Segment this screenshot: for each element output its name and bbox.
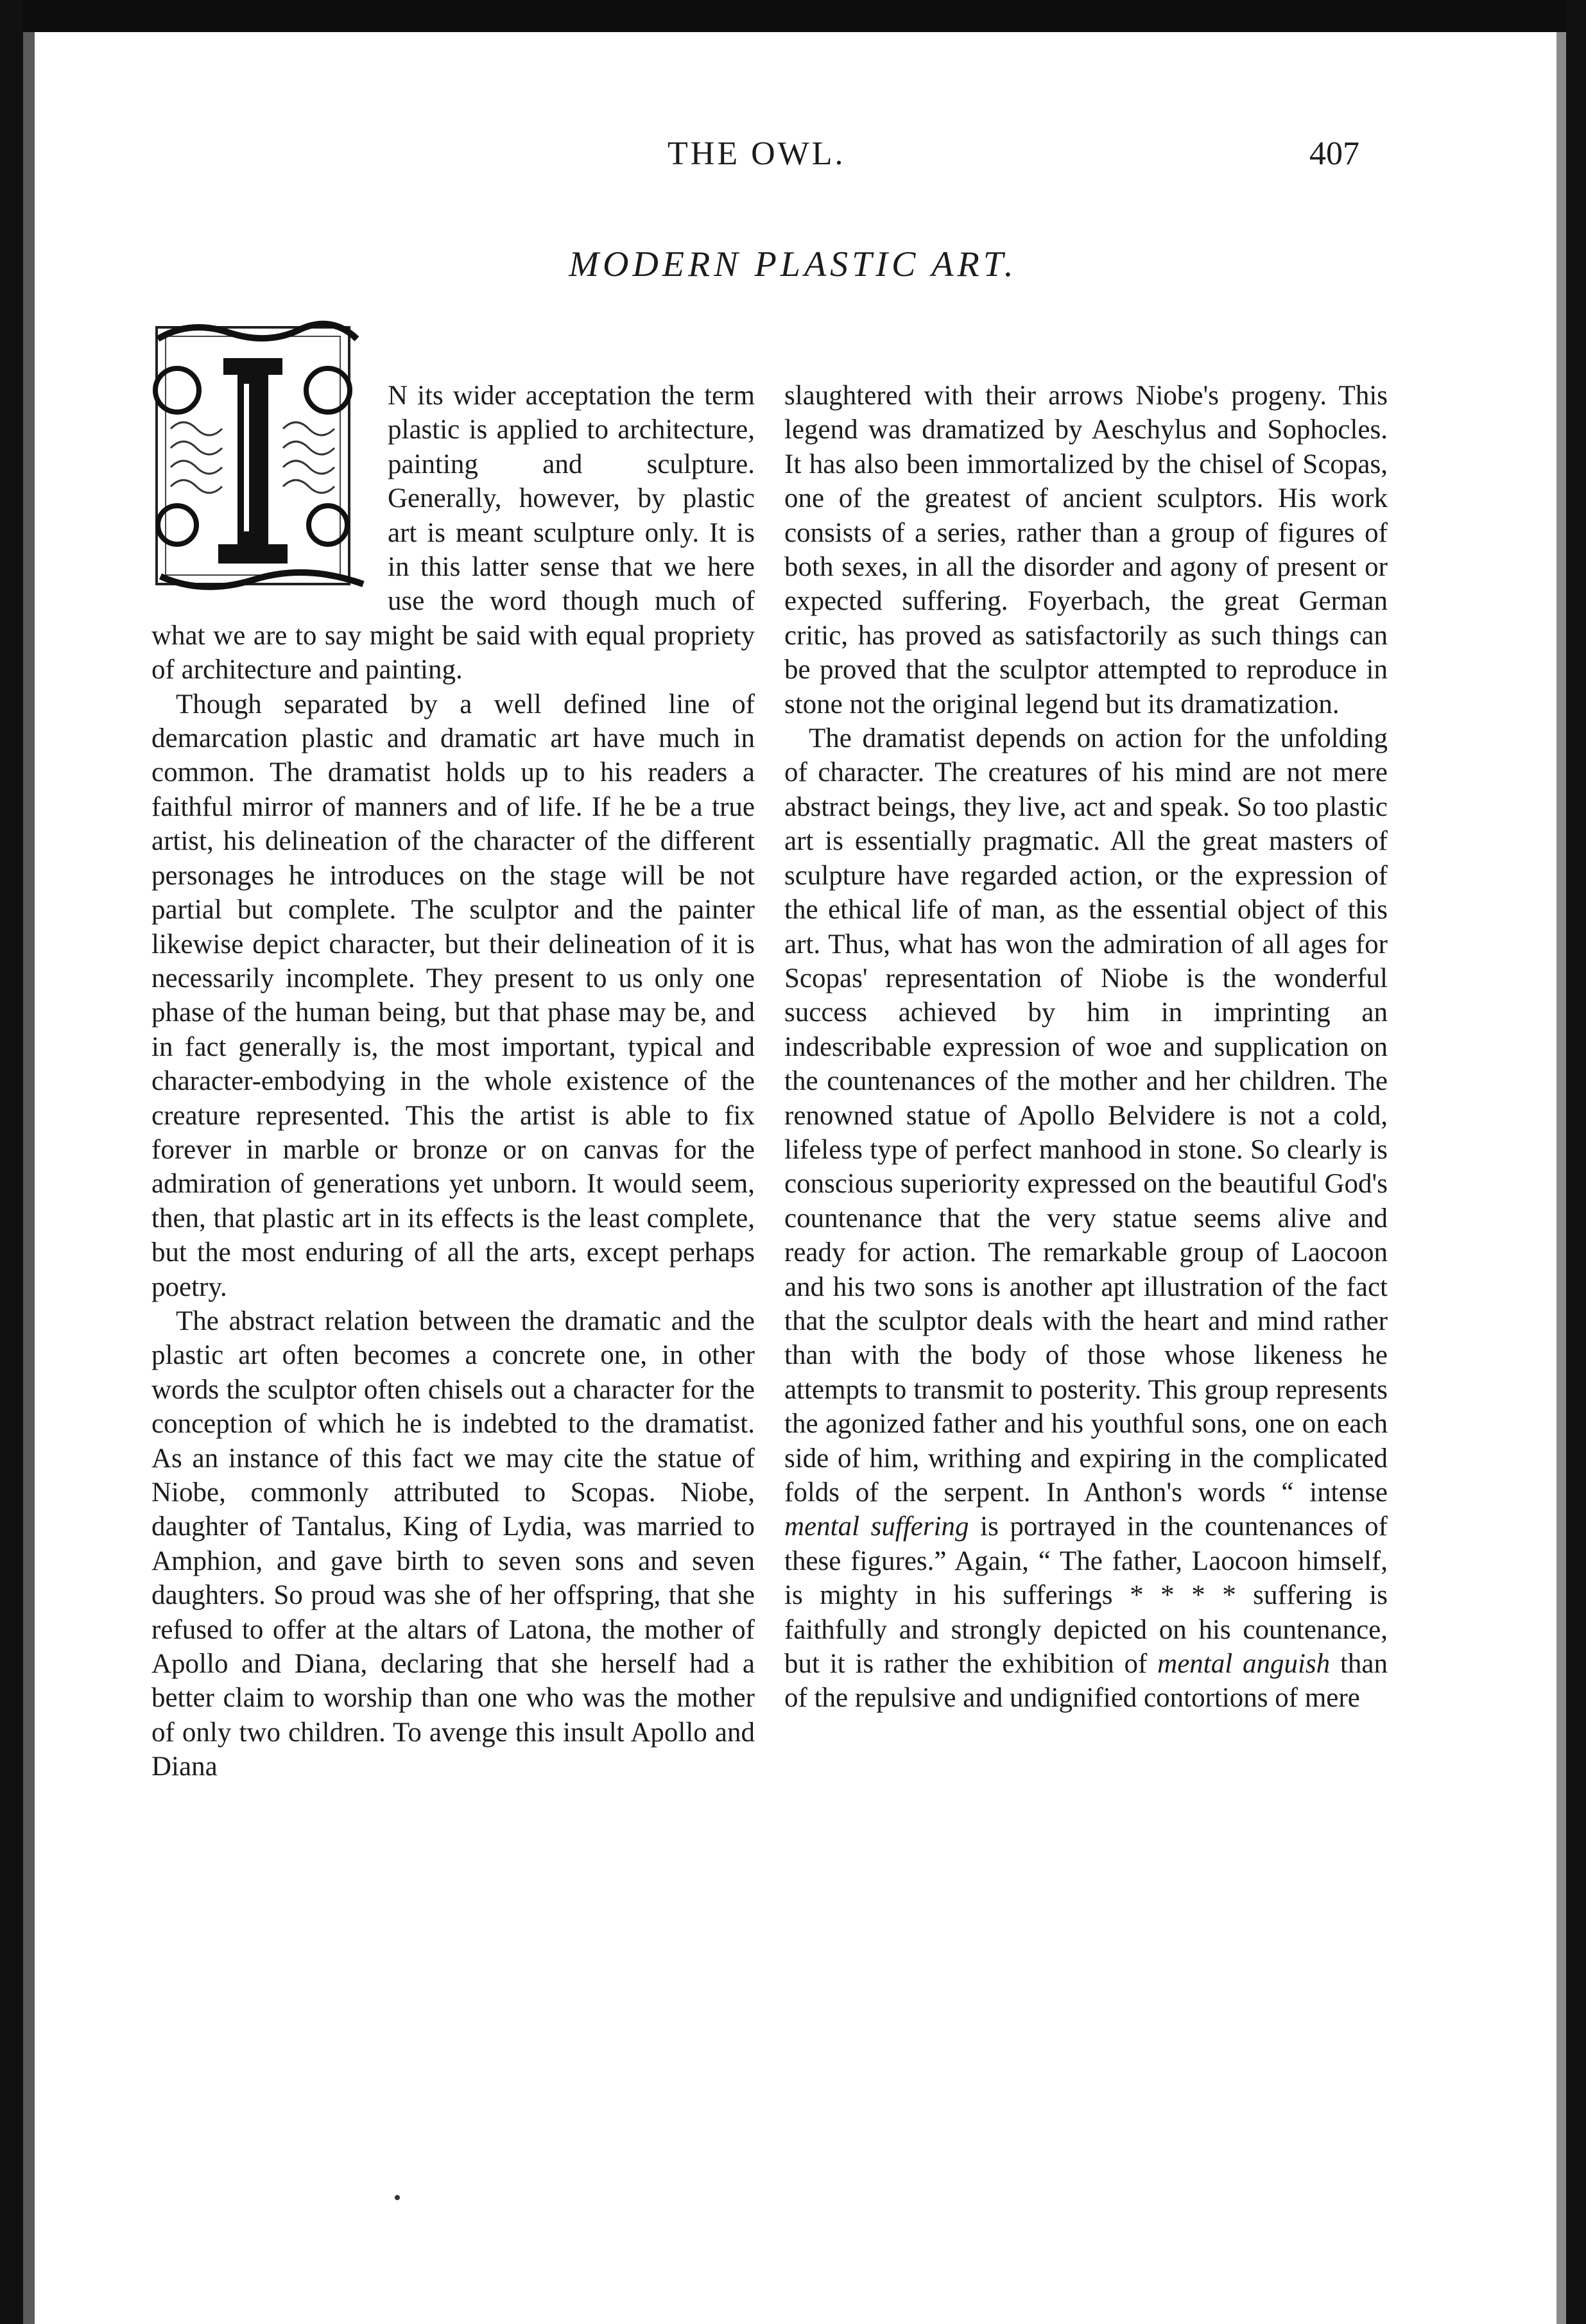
paragraph: slaughtered with their arrows Niobe's progeny. This legend was dramatized by Aeschylus and Sophocles. It has also been immortalized by the chisel of Scopas, one of the greatest of ancient sculptors. His work consists of a series, rather than a group of figures of both sexes, in all the disorder and agony of present or expected suffering. Foyerbach, the great German critic, has proved as satisfactorily as such things can be proved that the sculptor attempted to reproduce in stone not the original legend but its dramatization. [784,381,1388,719]
paragraph: Though separated by a well defined line of demarcation plastic and dramatic art have much in common. The dramatist holds up to his readers a faithful mirror of manners and of life. If he be a true artist, his delineation of the character of the different personages he introduces on the stage will be not partial but complete. The sculptor and the painter likewise depict character, but their delineation of it is necessarily incomplete. They present to us only one phase of the human being, but that phase may be, and in fact generally is, the most important, typical and character-embodying in the whole existence of the creature represented. This the artist is able to fix forever in marble or bronze or on canvas for the admiration of generations yet unborn. It would seem, then, that plastic art in its effects is the least complete, but the most enduring of all the arts, except perhaps poetry. [151,689,755,1302]
drop-cap-ornament-icon [151,320,370,596]
paragraph: N its wider acceptation the term plastic is applied to architecture, painting and sculpture. Generally, however, by plastic art is meant sculpture only. It is in this latter sense that we here use the word though much of what we are to say might be said with equal propriety of architecture and painting. [151,381,755,685]
scan-border-left [0,0,23,2324]
article-title: MODERN PLASTIC ART. [569,245,1017,284]
running-head: THE OWL. [668,135,846,172]
left-column [151,379,755,1784]
scan-gutter-left [23,32,35,2324]
italic-phrase: mental anguish [1157,1649,1331,1680]
text-run: The dramatist depends on action for the unfolding of character. The creatures of his mind are not mere abstract beings, they live, act and speak. So too plastic art is essentially pragmatic. All the great masters of sculpture have regarded action, or the expression of the ethical life of man, as the essential object of this art. Thus, what has won the admiration of all ages for Scopas' representation of Niobe is the wonderful success achieved by him in imprinting an indescribable expression of woe and supplication on the countenances of the mother and her children. The renowned statue of Apollo Belvidere is not a cold, lifeless type of perfect manhood in stone. So clearly is conscious superiority expressed on the beautiful God's countenance that the very statue seems alive and ready for action. The remarkable group of Laocoon and his two sons is another apt illustration of the fact that the sculptor deals with the heart and mind rather than with the body of those whose likeness he attempts to transmit to posterity. This group represents the agonized father and his youthful sons, one on each side of him, writhing and expiring in the complicated folds of the serpent. In Anthon's words “ intense [784,723,1388,1508]
paragraph [784,721,1388,1716]
italic-phrase: mental suffering [784,1511,969,1542]
text-run: than of the repulsive and undignified contortions of mere [784,1649,1388,1714]
scan-border-top [0,0,1586,32]
text-run: is portrayed in the countenances of these figures.” Again, “ The father, Laocoon himself, is mighty in his sufferings * * * * suffering is faithfully and strongly depicted on his countenance, but it is rather the exhibition of [784,1511,1388,1680]
paragraph: The abstract relation between the dramatic and the plastic art often becomes a concrete one, in other words the sculptor often chisels out a character for the conception of which he is indebted to the dramatist. As an instance of this fact we may cite the statue of Niobe, commonly attributed to Scopas. Niobe, daughter of Tantalus, King of Lydia, was married to Amphion, and gave birth to seven sons and seven daughters. So proud was she of her offspring, that she refused to offer at the altars of Latona, the mother of Apollo and Diana, declaring that she herself had a better claim to worship than one who was the mother of only two children. To avenge this insult Apollo and Diana [151,1305,755,1782]
scan-border-right [1566,0,1586,2324]
right-column [784,379,1388,1716]
page-number: 407 [1309,135,1359,172]
scan-gutter-right [1556,32,1566,2324]
scan-speck [395,2195,400,2200]
ornamental-drop-cap [151,320,370,596]
